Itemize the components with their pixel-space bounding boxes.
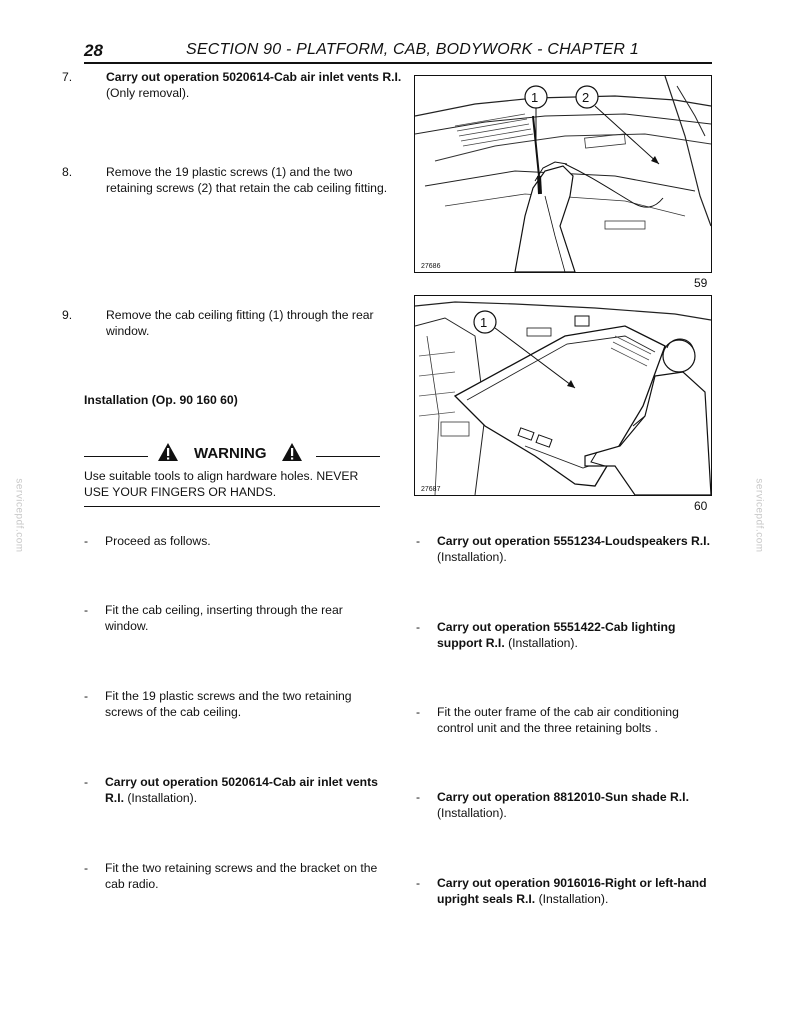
right-item-sun-shade: - Carry out operation 8812010-Sun shade R.I. (Installation). xyxy=(416,790,689,820)
left-item-proceed: - Proceed as follows. xyxy=(84,534,211,548)
watermark-right: servicepdf.com xyxy=(753,478,765,553)
warning-text: Use suitable tools to align hardware holes. NEVER USE YOUR FINGERS OR HANDS. xyxy=(84,469,359,499)
step-7: 7. Carry out operation 5020614-Cab air inlet vents R.I. (Only removal). xyxy=(62,70,402,100)
figure-60-code: 27687 xyxy=(421,486,441,493)
step-8: 8. Remove the 19 plastic screws (1) and the two retaining screws (2) that retain the cab ceiling fitting. xyxy=(62,165,388,195)
figure-59-number: 59 xyxy=(694,276,708,290)
figure-59-illustration xyxy=(414,75,712,273)
figure-60-illustration xyxy=(414,295,712,496)
left-item-fit-ceiling: - Fit the cab ceiling, inserting through the rear window. xyxy=(84,603,343,633)
right-item-loudspeakers: - Carry out operation 5551234-Loudspeakers R.I. (Installation). xyxy=(416,534,710,564)
left-item-radio: - Fit the two retaining screws and the bracket on the cab radio. xyxy=(84,861,378,891)
figure-60-callout-1: 1 xyxy=(480,315,488,330)
warning-icon-right xyxy=(281,442,303,467)
figure-59-callout-1: 1 xyxy=(531,90,539,105)
section-title: SECTION 90 - PLATFORM, CAB, BODYWORK - CHAPTER 1 xyxy=(186,41,639,58)
watermark-left: servicepdf.com xyxy=(13,478,25,553)
left-item-fit-screws: - Fit the 19 plastic screws and the two retaining screws of the cab ceiling. xyxy=(84,689,352,719)
warning-label: WARNING xyxy=(194,445,267,462)
right-item-upright-seals: - Carry out operation 9016016-Right or left-hand upright seals R.I. (Installation). xyxy=(416,876,707,906)
left-item-air-inlet: - Carry out operation 5020614-Cab air inlet vents R.I. (Installation). xyxy=(84,775,378,805)
warning-rule-left xyxy=(84,456,148,457)
warning-icon-left xyxy=(157,442,179,467)
figure-59-callout-2: 2 xyxy=(582,90,590,105)
warning-rule-bottom xyxy=(84,506,380,507)
step-9: 9. Remove the cab ceiling fitting (1) through the rear window. xyxy=(62,308,374,338)
figure-59-code: 27686 xyxy=(421,263,441,270)
right-item-outer-frame: - Fit the outer frame of the cab air conditioning control unit and the three retaining bolts . xyxy=(416,705,679,735)
installation-heading: Installation (Op. 90 160 60) xyxy=(84,393,238,407)
header-rule xyxy=(84,62,712,64)
right-item-lighting: - Carry out operation 5551422-Cab lighting support R.I. (Installation). xyxy=(416,620,676,650)
warning-rule-right xyxy=(316,456,380,457)
page-number: 28 xyxy=(84,41,103,60)
figure-60-number: 60 xyxy=(694,499,708,513)
